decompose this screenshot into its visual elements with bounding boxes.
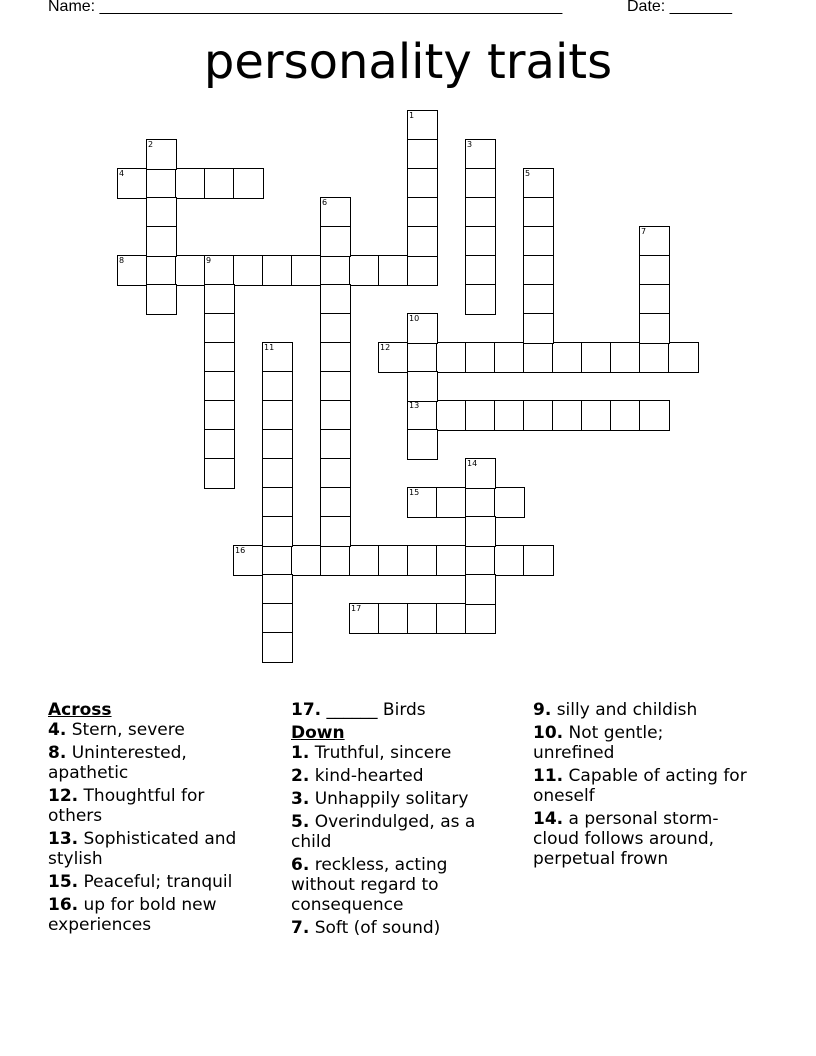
grid-cell[interactable]: [349, 255, 380, 286]
clue-text: Thoughtful for others: [48, 786, 205, 826]
date-field[interactable]: Date: _______: [627, 0, 732, 15]
down-clue-2: [291, 766, 506, 786]
clue-number-label: 9: [206, 256, 212, 265]
across-clue-16: [48, 895, 263, 935]
down-heading: Down: [291, 723, 345, 743]
grid-cell[interactable]: [320, 458, 351, 489]
grid-cell[interactable]: [262, 400, 293, 431]
clue-number: 4.: [48, 720, 67, 740]
grid-cell[interactable]: [523, 255, 554, 286]
clue-number: 11.: [533, 766, 564, 786]
clue-number-label: 15: [409, 488, 420, 497]
grid-cell[interactable]: [320, 545, 351, 576]
grid-cell[interactable]: [262, 603, 293, 634]
clue-text: Sophisticated and stylish: [48, 829, 237, 869]
clue-number: 3.: [291, 789, 310, 809]
grid-cell[interactable]: [407, 197, 438, 228]
grid-cell[interactable]: [204, 313, 235, 344]
grid-cell[interactable]: [262, 545, 293, 576]
grid-cell[interactable]: [465, 342, 496, 373]
grid-cell[interactable]: [204, 400, 235, 431]
grid-cell[interactable]: [320, 429, 351, 460]
clue-text: reckless, acting without regard to consequence: [291, 855, 448, 915]
grid-cell[interactable]: [407, 226, 438, 257]
clue-column-3: [533, 700, 748, 872]
grid-cell[interactable]: [320, 226, 351, 257]
grid-cell[interactable]: [465, 516, 496, 547]
grid-cell[interactable]: [494, 342, 525, 373]
across-clue-4: [48, 720, 263, 740]
grid-cell[interactable]: [523, 197, 554, 228]
grid-cell[interactable]: [465, 168, 496, 199]
grid-cell[interactable]: [523, 313, 554, 344]
grid-cell[interactable]: [610, 342, 641, 373]
grid-cell[interactable]: [639, 342, 670, 373]
clue-number: 14.: [533, 809, 564, 829]
name-field[interactable]: Name: ____________________________________________________: [48, 0, 563, 15]
down-clue-7: [291, 918, 506, 938]
grid-cell[interactable]: [291, 255, 322, 286]
grid-cell[interactable]: [407, 603, 438, 634]
clue-number: 9.: [533, 700, 552, 720]
grid-cell[interactable]: [146, 197, 177, 228]
grid-cell[interactable]: [262, 429, 293, 460]
clue-number-label: 7: [641, 227, 647, 236]
grid-cell[interactable]: [436, 400, 467, 431]
clue-number: 17.: [291, 700, 322, 720]
grid-cell[interactable]: [581, 400, 612, 431]
puzzle-title: personality traits: [203, 34, 613, 90]
grid-cell[interactable]: [204, 371, 235, 402]
clue-number: 1.: [291, 743, 310, 763]
grid-cell[interactable]: [494, 400, 525, 431]
grid-cell[interactable]: [175, 168, 206, 199]
down-clue-1: [291, 743, 506, 763]
grid-cell[interactable]: [523, 226, 554, 257]
grid-cell[interactable]: [407, 168, 438, 199]
grid-cell[interactable]: [320, 516, 351, 547]
clue-number: 10.: [533, 723, 564, 743]
grid-cell[interactable]: [262, 255, 293, 286]
clue-number: 16.: [48, 895, 79, 915]
clue-number-label: 14: [467, 459, 478, 468]
grid-cell[interactable]: [552, 400, 583, 431]
clue-text: Soft (of sound): [314, 918, 441, 938]
across-heading: Across: [48, 700, 112, 720]
clue-text: Capable of acting for oneself: [533, 766, 747, 806]
clue-list: [0, 700, 816, 1040]
across-clue-8: [48, 743, 263, 783]
grid-cell[interactable]: [639, 255, 670, 286]
grid-cell[interactable]: [320, 255, 351, 286]
grid-cell[interactable]: [320, 342, 351, 373]
grid-cell[interactable]: [523, 284, 554, 315]
grid-cell[interactable]: [494, 545, 525, 576]
grid-cell[interactable]: [407, 255, 438, 286]
grid-cell[interactable]: [320, 487, 351, 518]
grid-cell[interactable]: [204, 458, 235, 489]
down-clue-10: [533, 723, 748, 763]
grid-cell[interactable]: [581, 342, 612, 373]
across-clue-12: [48, 786, 263, 826]
grid-cell[interactable]: [262, 458, 293, 489]
grid-cell[interactable]: [523, 342, 554, 373]
clue-column-2: [291, 700, 506, 941]
grid-cell[interactable]: [407, 139, 438, 170]
clue-text: Overindulged, as a child: [291, 812, 476, 852]
grid-cell[interactable]: [465, 603, 496, 634]
clue-number-label: 4: [119, 169, 125, 178]
clue-text: up for bold new experiences: [48, 895, 217, 935]
clue-number: 12.: [48, 786, 79, 806]
clue-text: a personal storm-cloud follows around, perpetual frown: [533, 809, 719, 869]
grid-cell[interactable]: [233, 168, 264, 199]
clue-number-label: 16: [235, 546, 246, 555]
grid-cell[interactable]: [320, 400, 351, 431]
grid-cell[interactable]: [523, 400, 554, 431]
clue-text: silly and childish: [556, 700, 698, 720]
grid-cell[interactable]: [349, 545, 380, 576]
grid-cell[interactable]: [639, 284, 670, 315]
grid-cell[interactable]: [494, 487, 525, 518]
grid-cell[interactable]: [146, 255, 177, 286]
clue-number-label: 5: [525, 169, 531, 178]
grid-cell[interactable]: [233, 255, 264, 286]
across-clue-17: [291, 700, 506, 720]
clue-number-label: 8: [119, 256, 125, 265]
clue-number: 8.: [48, 743, 67, 763]
grid-cell[interactable]: [146, 168, 177, 199]
grid-cell[interactable]: [204, 284, 235, 315]
clue-number: 7.: [291, 918, 310, 938]
grid-cell[interactable]: [175, 255, 206, 286]
grid-cell[interactable]: [407, 371, 438, 402]
grid-cell[interactable]: [378, 545, 409, 576]
clue-text: Truthful, sincere: [314, 743, 452, 763]
grid-cell[interactable]: [204, 168, 235, 199]
grid-cell[interactable]: [465, 487, 496, 518]
grid-cell[interactable]: [407, 545, 438, 576]
clue-text: Uninterested, apathetic: [48, 743, 187, 783]
clue-number: 6.: [291, 855, 310, 875]
grid-cell[interactable]: [378, 603, 409, 634]
grid-cell[interactable]: [552, 342, 583, 373]
grid-cell[interactable]: [523, 545, 554, 576]
grid-cell[interactable]: [668, 342, 699, 373]
down-clue-5: [291, 812, 506, 852]
clue-number-label: 10: [409, 314, 420, 323]
grid-cell[interactable]: [436, 487, 467, 518]
clue-number: 15.: [48, 872, 79, 892]
grid-cell[interactable]: [465, 545, 496, 576]
clue-text: Unhappily solitary: [314, 789, 469, 809]
clue-number: 5.: [291, 812, 310, 832]
clue-number: 2.: [291, 766, 310, 786]
grid-cell[interactable]: [262, 574, 293, 605]
grid-cell[interactable]: [465, 574, 496, 605]
grid-cell[interactable]: [436, 545, 467, 576]
across-clue-13: [48, 829, 263, 869]
grid-cell[interactable]: [320, 284, 351, 315]
clue-number-label: 12: [380, 343, 391, 352]
down-clue-3: [291, 789, 506, 809]
clue-text: Stern, severe: [71, 720, 185, 740]
clue-text: Not gentle; unrefined: [533, 723, 664, 763]
grid-cell[interactable]: [465, 400, 496, 431]
down-clue-11: [533, 766, 748, 806]
down-clue-6: [291, 855, 506, 915]
clue-number-label: 13: [409, 401, 420, 410]
clue-number-label: 6: [322, 198, 328, 207]
clue-text: Peaceful; tranquil: [83, 872, 233, 892]
grid-cell[interactable]: [639, 400, 670, 431]
down-clue-14: [533, 809, 748, 869]
grid-cell[interactable]: [291, 545, 322, 576]
grid-cell[interactable]: [436, 342, 467, 373]
grid-cell[interactable]: [465, 226, 496, 257]
down-clue-9: [533, 700, 748, 720]
clue-text: kind-hearted: [314, 766, 424, 786]
clue-column-1: [48, 700, 263, 938]
grid-cell[interactable]: [146, 284, 177, 315]
grid-cell[interactable]: [639, 313, 670, 344]
grid-cell[interactable]: [407, 429, 438, 460]
grid-cell[interactable]: [436, 603, 467, 634]
grid-cell[interactable]: [262, 632, 293, 663]
clue-number-label: 2: [148, 140, 154, 149]
grid-cell[interactable]: [465, 284, 496, 315]
grid-cell[interactable]: [262, 371, 293, 402]
grid-cell[interactable]: [204, 429, 235, 460]
grid-cell[interactable]: [378, 255, 409, 286]
grid-cell[interactable]: [610, 400, 641, 431]
clue-number-label: 1: [409, 111, 415, 120]
clue-number-label: 17: [351, 604, 362, 613]
grid-cell[interactable]: [407, 342, 438, 373]
grid-cell[interactable]: [320, 313, 351, 344]
clue-number: 13.: [48, 829, 79, 849]
grid-cell[interactable]: [204, 342, 235, 373]
grid-cell[interactable]: [262, 487, 293, 518]
grid-cell[interactable]: [465, 255, 496, 286]
grid-cell[interactable]: [465, 197, 496, 228]
clue-text: ______ Birds: [326, 700, 426, 720]
across-clue-15: [48, 872, 263, 892]
grid-cell[interactable]: [262, 516, 293, 547]
clue-number-label: 3: [467, 140, 473, 149]
clue-number-label: 11: [264, 343, 275, 352]
grid-cell[interactable]: [320, 371, 351, 402]
grid-cell[interactable]: [146, 226, 177, 257]
